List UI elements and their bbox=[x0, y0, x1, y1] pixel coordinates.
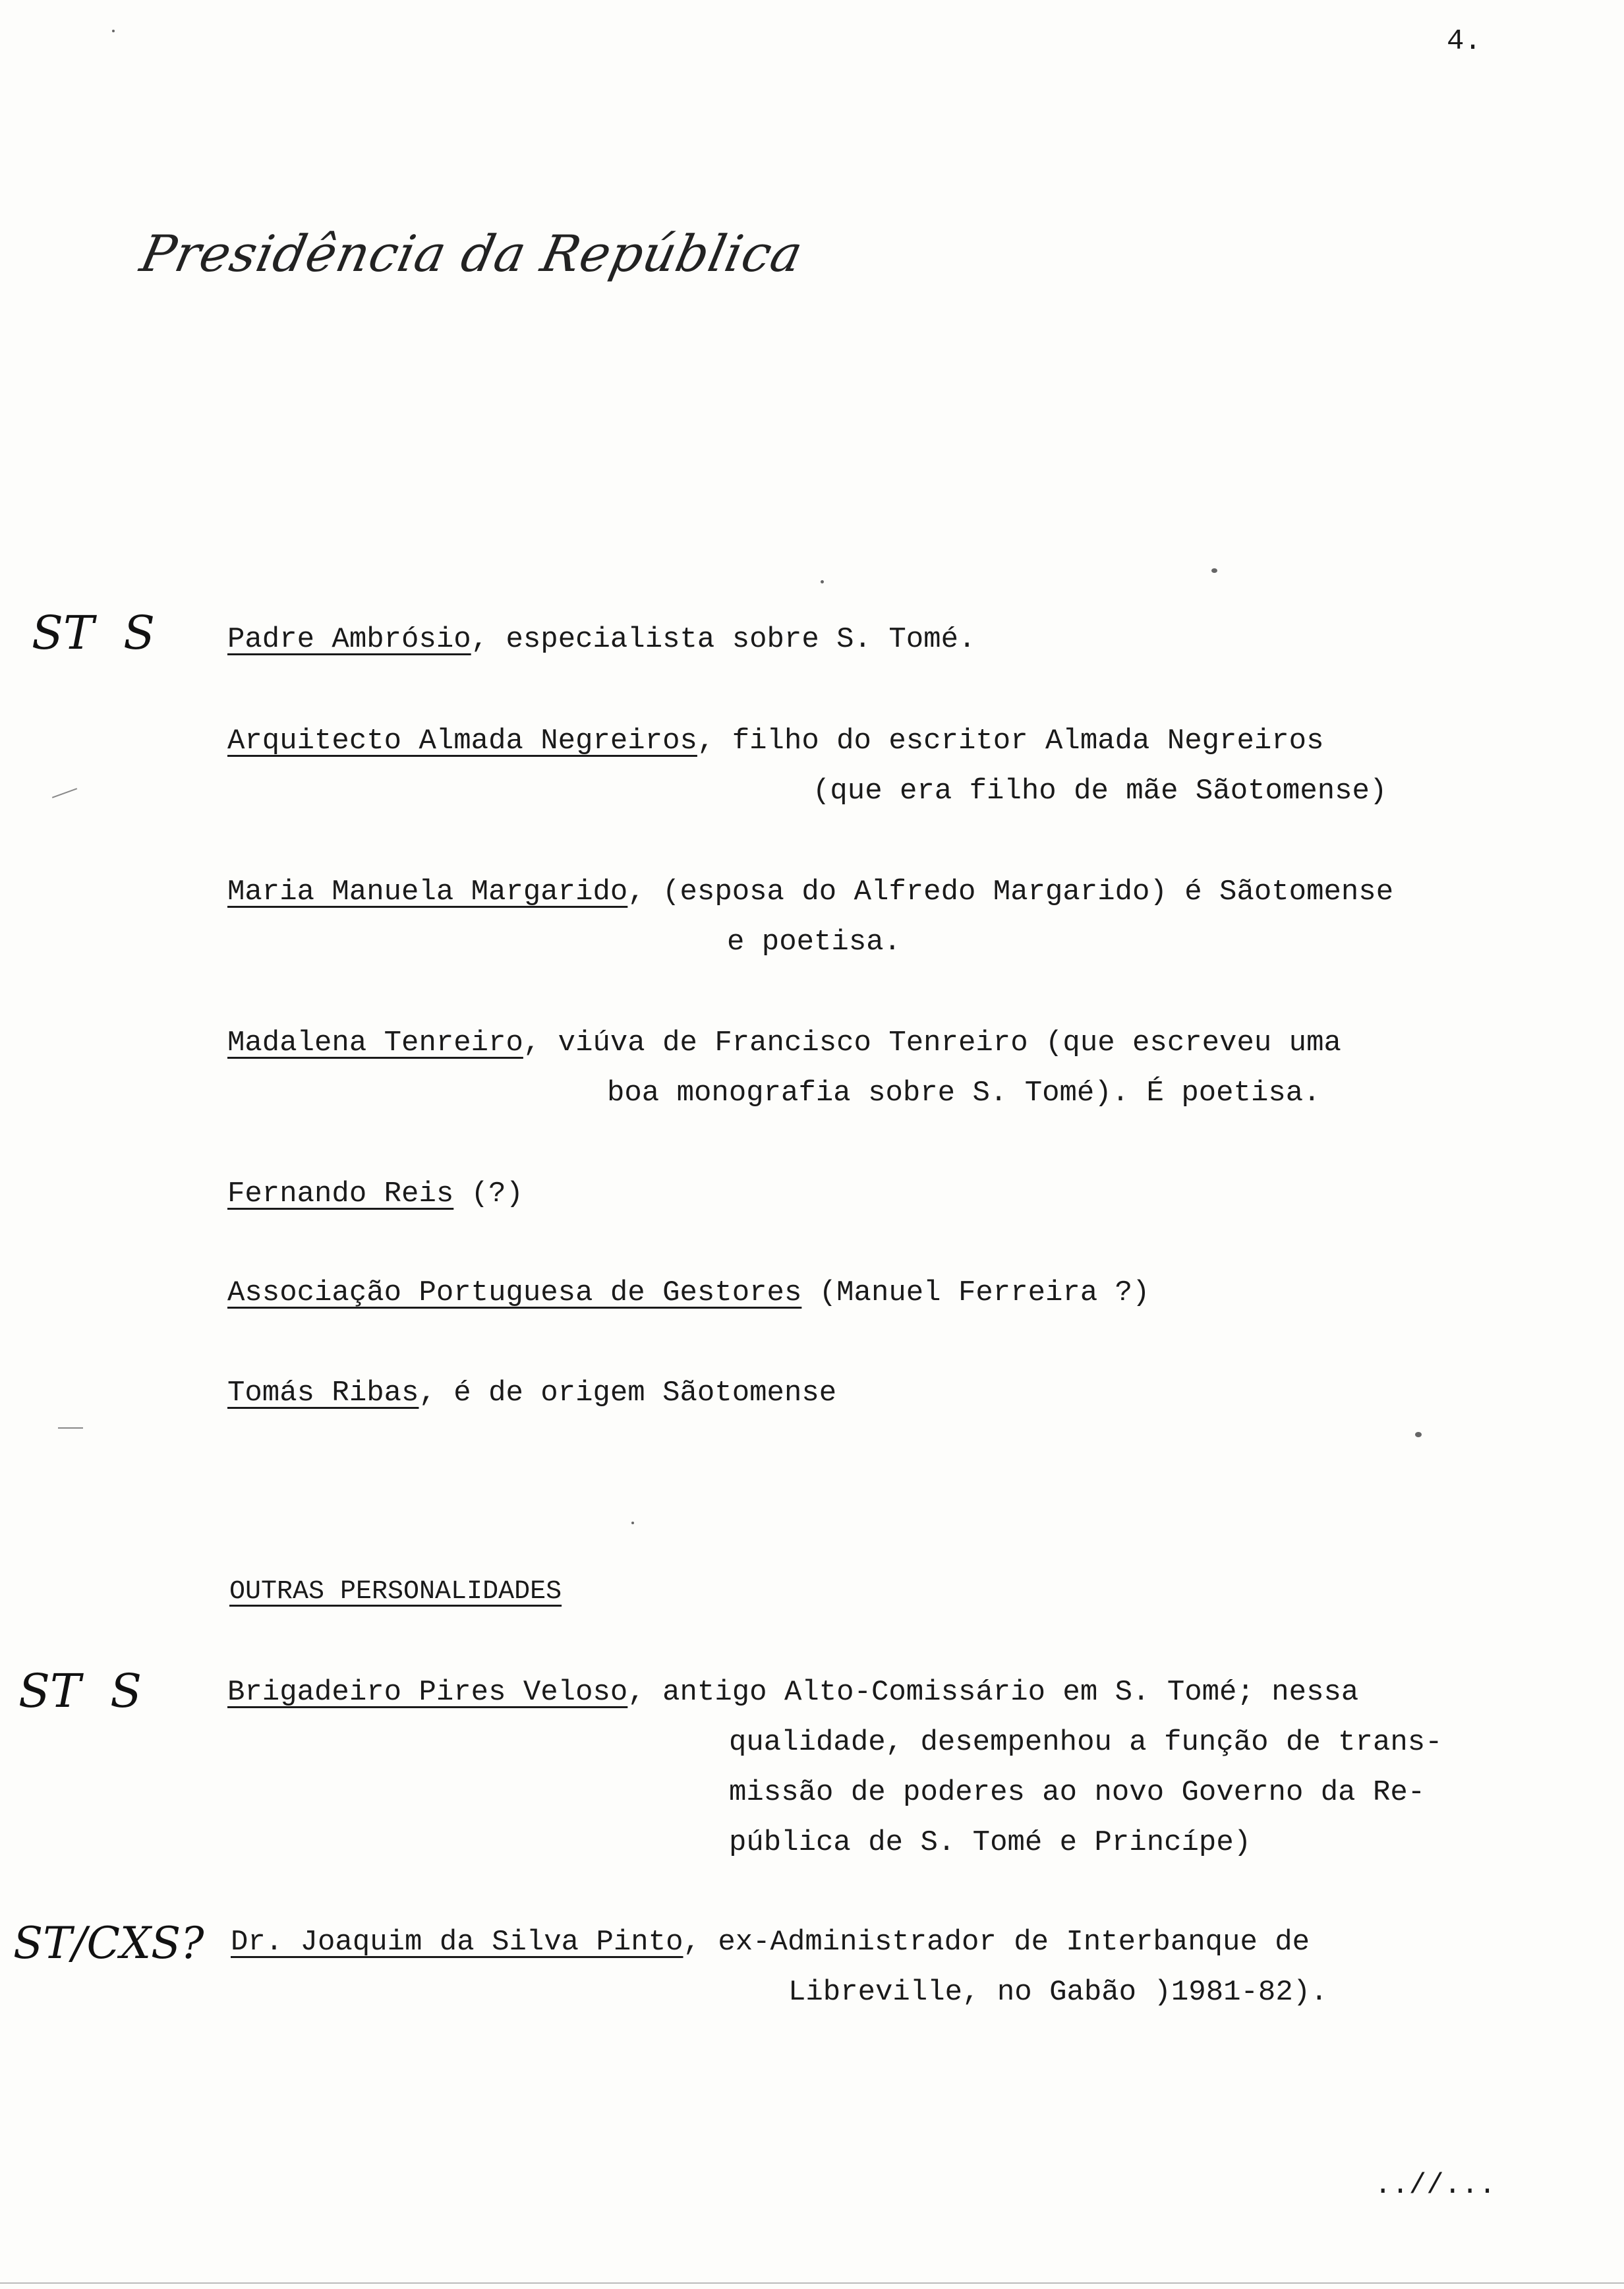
other-entry-2-line-1 bbox=[231, 1928, 1310, 1957]
scan-speck bbox=[1211, 568, 1217, 573]
entry-3-line-1 bbox=[227, 877, 1393, 907]
handwritten-annotation-1: ST S bbox=[32, 606, 156, 660]
entry-1-text: , especialista sobre S. Tomé. bbox=[471, 623, 976, 656]
bottom-scan-line bbox=[0, 2282, 1624, 2284]
entry-5-text: (?) bbox=[453, 1177, 523, 1210]
entry-5-line-1 bbox=[227, 1179, 523, 1208]
entry-7-name: Tomás Ribas bbox=[227, 1377, 419, 1410]
entry-6-name: Associação Portuguesa de Gestores bbox=[227, 1276, 802, 1309]
other-entry-2-name: Dr. Joaquim da Silva Pinto bbox=[231, 1926, 683, 1959]
section-heading: OUTRAS PERSONALIDADES bbox=[229, 1577, 562, 1607]
entry-6-line-1 bbox=[227, 1278, 1149, 1307]
scan-speck bbox=[821, 580, 824, 583]
entry-2-line-2: (que era filho de mãe Sãotomense) bbox=[813, 775, 1387, 808]
handwritten-annotation-3: ST/CXS? bbox=[13, 1918, 204, 1969]
other-entry-2-line-2: Libreville, no Gabão )1981-82). bbox=[788, 1976, 1328, 2009]
entry-6-text: (Manuel Ferreira ?) bbox=[801, 1276, 1150, 1309]
entry-1-name: Padre Ambrósio bbox=[227, 623, 471, 656]
margin-mark bbox=[58, 1427, 83, 1429]
scan-speck bbox=[631, 1522, 634, 1524]
entry-3-name: Maria Manuela Margarido bbox=[227, 876, 628, 908]
other-entry-1-name: Brigadeiro Pires Veloso bbox=[227, 1676, 628, 1709]
scan-speck bbox=[1415, 1432, 1422, 1437]
entry-4-line-2: boa monografia sobre S. Tomé). É poetisa. bbox=[607, 1077, 1321, 1110]
handwritten-annotation-2: ST S bbox=[18, 1664, 142, 1718]
entry-1-line-1 bbox=[227, 625, 975, 654]
entry-4-text: , viúva de Francisco Tenreiro (que escreveu uma bbox=[523, 1026, 1341, 1059]
entry-7-line-1 bbox=[227, 1379, 836, 1408]
other-entry-1-line-2: qualidade, desempenhou a função de trans- bbox=[729, 1726, 1443, 1759]
scan-speck bbox=[112, 30, 115, 32]
other-entry-1-line-3: missão de poderes ao novo Governo da Re- bbox=[729, 1776, 1426, 1809]
entry-2-name: Arquitecto Almada Negreiros bbox=[227, 725, 697, 758]
entry-3-line-2: e poetisa. bbox=[727, 926, 902, 959]
continuation-mark: ..//... bbox=[1374, 2169, 1496, 2202]
other-entry-2-text: , ex-Administrador de Interbanque de bbox=[683, 1926, 1310, 1959]
entry-5-name: Fernando Reis bbox=[227, 1177, 454, 1210]
entry-7-text: , é de origem Sãotomense bbox=[419, 1377, 837, 1410]
letterhead: Presidência da República bbox=[135, 224, 809, 283]
entry-4-line-1 bbox=[227, 1028, 1341, 1057]
other-entry-1-text: , antigo Alto-Comissário em S. Tomé; nessa bbox=[627, 1676, 1359, 1709]
entry-4-name: Madalena Tenreiro bbox=[227, 1026, 523, 1059]
page-number: 4. bbox=[1447, 25, 1482, 58]
entry-3-text: , (esposa do Alfredo Margarido) é Sãotomense bbox=[627, 876, 1394, 908]
entry-2-text: , filho do escritor Almada Negreiros bbox=[697, 725, 1324, 758]
other-entry-1-line-4: pública de S. Tomé e Princípe) bbox=[729, 1826, 1252, 1859]
entry-2-line-1 bbox=[227, 727, 1323, 756]
margin-mark bbox=[52, 788, 77, 798]
other-entry-1-line-1 bbox=[227, 1678, 1358, 1707]
